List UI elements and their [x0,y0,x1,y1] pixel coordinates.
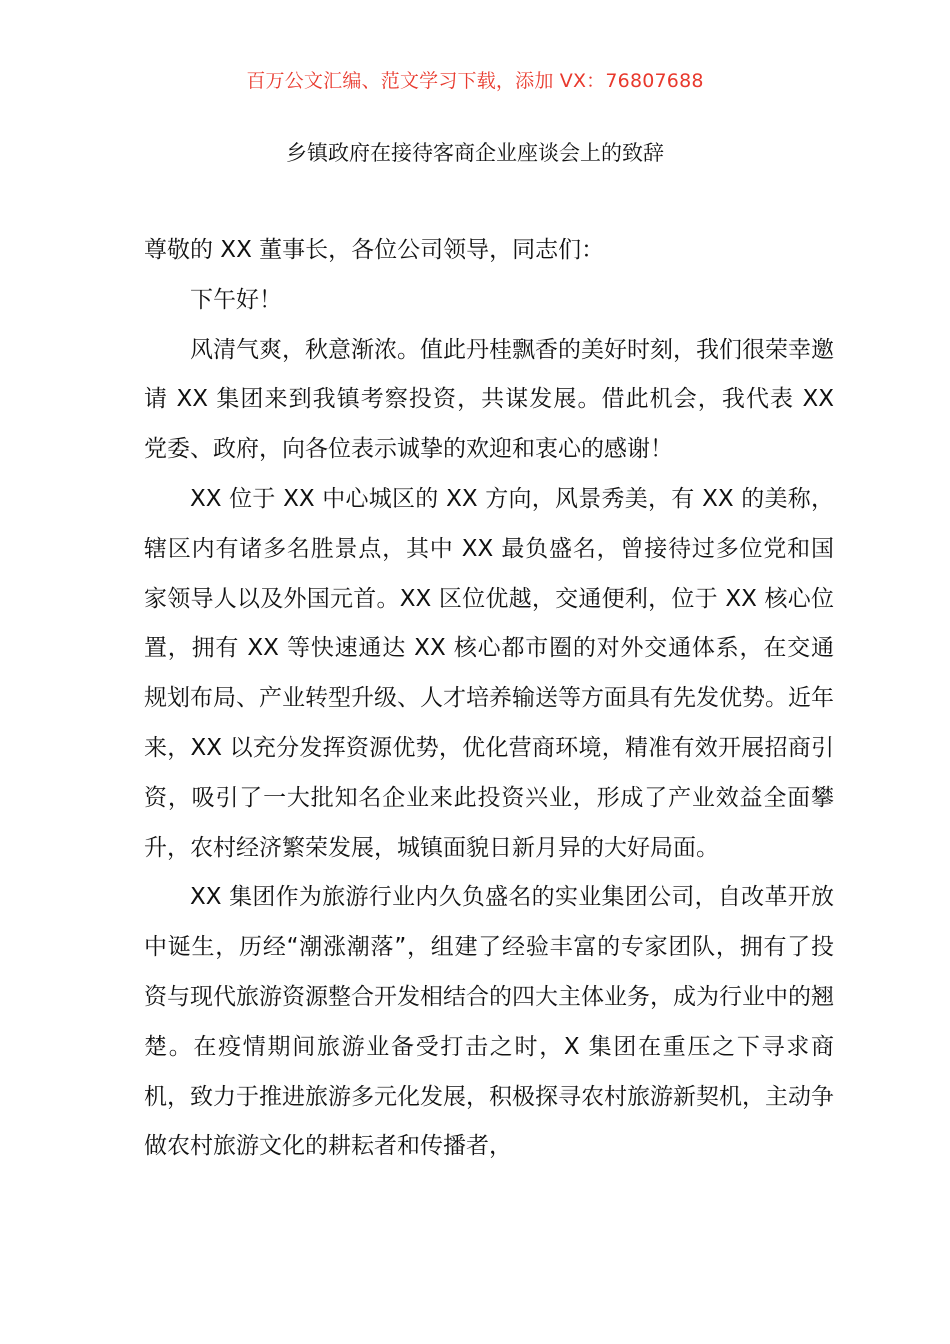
header-note: 百万公文汇编、范文学习下载，添加 VX：76807688 [246,70,704,92]
paragraph-welcome: 风清气爽，秋意渐浓。值此丹桂飘香的美好时刻，我们很荣幸邀请 XX 集团来到我镇考察投资，共谋发展。借此机会，我代表 XX 党委、政府，向各位表示诚挚的欢迎和衷心的感谢！ [144,336,834,463]
paragraph-group-intro: XX 集团作为旅游行业内久负盛名的实业集团公司，自改革开放中诞生，历经“潮涨潮落”，组建了经验丰富的专家团队，拥有了投资与现代旅游资源整合开发相结合的四大主体业务，成为行业中的翘楚。在疫情期间旅游业备受打击之时，X 集团在重压之下寻求商机，致力于推进旅游多元化发展，积极探寻农村旅游新契机，主动争做农村旅游文化的耕耘者和传播者， [144,884,834,1160]
paragraph-greeting: 下午好！ [190,286,282,313]
salutation: 尊敬的 XX 董事长，各位公司领导，同志们： [144,237,605,263]
document-body [144,226,834,1172]
paragraph-town-intro: XX 位于 XX 中心城区的 XX 方向，风景秀美，有 XX 的美称，辖区内有诸多名胜景点，其中 XX 最负盛名，曾接待过多位党和国家领导人以及外国元首。XX 区位优越，交通便利，位于 XX 核心位置，拥有 XX 等快速通达 XX 核心都市圈的对外交通体系，在交通规划布局、产业转型升级、人才培养输送等方面具有先发优势。近年来，XX 以充分发挥资源优势，优化营商环境，精准有效开展招商引资，吸引了一大批知名企业来此投资兴业，形成了产业效益全面攀升，农村经济繁荣发展，城镇面貌日新月异的大好局面。 [144,485,834,861]
document-title: 乡镇政府在接待客商企业座谈会上的致辞 [286,141,664,165]
